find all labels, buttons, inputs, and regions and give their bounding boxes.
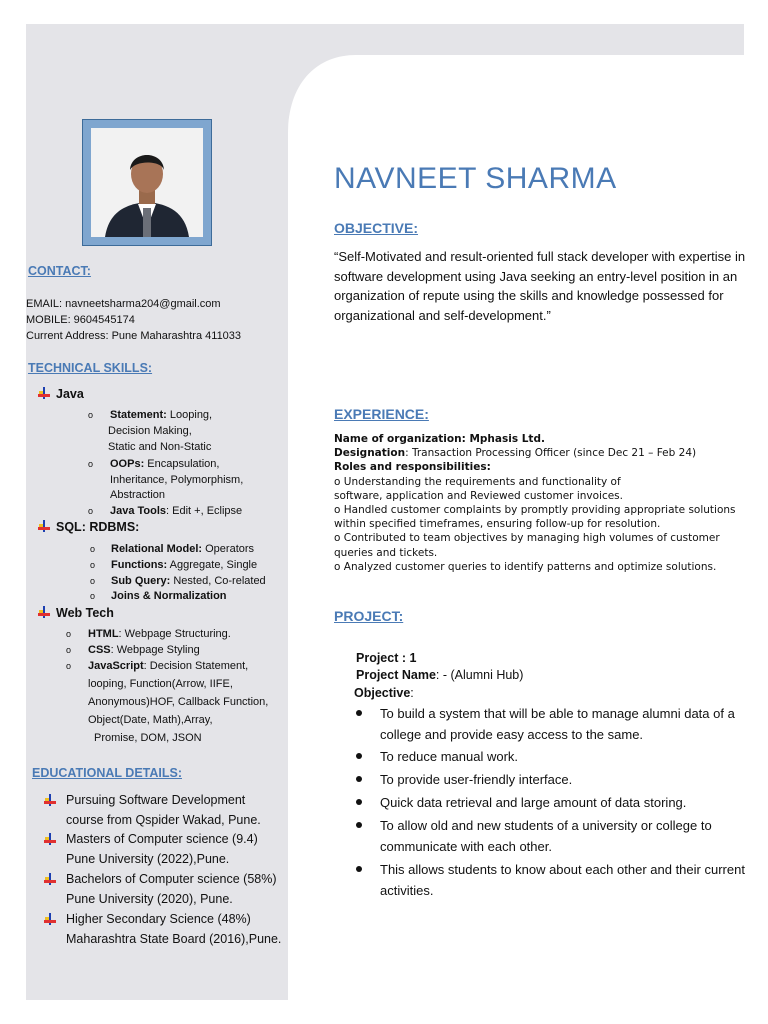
bullet-dot-icon	[356, 753, 362, 759]
web-css: o CSS: Webpage Styling	[66, 644, 200, 656]
skill-category-java	[38, 387, 84, 401]
experience-line: o Analyzed customer queries to identify patterns and optimize solutions.	[334, 560, 717, 573]
project-number: Project : 1	[356, 651, 417, 665]
bullet-dot-icon	[356, 822, 362, 828]
skill-category-web	[38, 606, 114, 620]
project-title: PROJECT:	[334, 608, 404, 624]
project-bullet	[356, 792, 756, 813]
contact-email: EMAIL: navneetsharma204@gmail.com	[26, 298, 221, 310]
experience-block	[334, 432, 754, 574]
web-js-4: Object(Date, Math),Array,	[88, 714, 213, 726]
project-bullet	[356, 859, 756, 901]
java-oops-2: Inheritance, Polymorphism,	[110, 474, 244, 486]
bullet-dot-icon	[356, 776, 362, 782]
experience-line: o Handled customer complaints by promptly providing appropriate solutions	[334, 504, 736, 517]
flag-bullet-icon	[38, 387, 50, 399]
project-bullet-text: Quick data retrieval and large amount of data storing.	[380, 795, 687, 810]
project-bullet	[356, 769, 756, 790]
education-item-line: Pune University (2022),Pune.	[66, 852, 230, 866]
experience-roles-label: Roles and responsibilities:	[334, 461, 491, 474]
sql-functions: o Functions: Aggregate, Single	[90, 559, 258, 571]
sql-joins: o Joins & Normalization	[90, 590, 227, 602]
experience-line: o Contributed to team objectives by managing high volumes of customer	[334, 532, 720, 545]
experience-org: Name of organization: Mphasis Ltd.	[334, 433, 545, 445]
experience-title: EXPERIENCE:	[334, 406, 429, 422]
project-bullet-text: To reduce manual work.	[380, 749, 519, 764]
experience-designation-label: Designation	[334, 447, 406, 460]
java-oops-3: Abstraction	[110, 489, 166, 501]
flag-bullet-icon	[44, 913, 56, 925]
java-statement-3: Static and Non-Static	[108, 441, 212, 453]
contact-address: Current Address: Pune Maharashtra 411033	[26, 330, 242, 342]
education-item-line: Maharashtra State Board (2016),Pune.	[66, 932, 282, 946]
objective-text: “Self-Motivated and result-oriented full stack developer with expertise in software development using Java seeking an entry-level position in an organization of repute using the skills and knowledge possessed for organizational and self-development.”	[334, 249, 746, 323]
skill-category-label: Web Tech	[56, 606, 114, 620]
experience-line: queries and tickets.	[334, 546, 438, 559]
education-item-line: Pursuing Software Development	[66, 793, 246, 807]
project-bullet	[356, 815, 756, 857]
education-item-line: Pune University (2020), Pune.	[66, 892, 233, 906]
java-statement-2: Decision Making,	[108, 425, 192, 437]
web-js: o JavaScript: Decision Statement,	[66, 660, 249, 672]
bullet-dot-icon	[356, 866, 362, 872]
skill-category-sql	[38, 520, 139, 534]
sql-subquery: o Sub Query: Nested, Co-related	[90, 575, 266, 587]
experience-line: o Understanding the requirements and functionality of	[334, 475, 621, 488]
bullet-dot-icon	[356, 799, 362, 805]
experience-lines	[334, 475, 754, 574]
education-title: EDUCATIONAL DETAILS:	[32, 766, 182, 780]
experience-line: software, application and Reviewed customer invoices.	[334, 489, 623, 502]
flag-bullet-icon	[44, 833, 56, 845]
profile-photo-frame	[82, 119, 212, 246]
project-bullet-text: To provide user-friendly interface.	[380, 772, 573, 787]
education-item-line: Masters of Computer science (9.4)	[66, 832, 258, 846]
profile-photo	[91, 128, 203, 237]
education-item-line: Higher Secondary Science (48%)	[66, 912, 251, 926]
flag-bullet-icon	[38, 520, 50, 532]
education-item-line: course from Qspider Wakad, Pune.	[66, 813, 261, 827]
education-item-line: Bachelors of Computer science (58%)	[66, 872, 277, 886]
flag-bullet-icon	[44, 873, 56, 885]
sql-relational: o Relational Model: Operators	[90, 543, 255, 555]
contact-title: CONTACT:	[28, 264, 91, 278]
project-bullet-text: To build a system that will be able to manage alumni data of a college and provide easy access to the same.	[380, 706, 735, 742]
web-js-3: Anonymous)HOF, Callback Function,	[88, 696, 269, 708]
java-tools: o Java Tools: Edit +, Eclipse	[88, 505, 243, 517]
skills-title: TECHNICAL SKILLS:	[28, 361, 153, 375]
objective-title: OBJECTIVE:	[334, 220, 419, 236]
project-objective-label: Objective:	[354, 686, 414, 700]
candidate-name: NAVNEET SHARMA	[334, 162, 617, 195]
bullet-dot-icon	[356, 710, 362, 716]
project-bullet	[356, 703, 756, 745]
project-bullet-text: To allow old and new students of a university or college to communicate with each other.	[380, 818, 712, 854]
web-html: o HTML: Webpage Structuring.	[66, 628, 231, 640]
contact-mobile: MOBILE: 9604545174	[26, 314, 135, 326]
flag-bullet-icon	[44, 794, 56, 806]
flag-bullet-icon	[38, 606, 50, 618]
experience-designation: : Transaction Processing Officer (since Dec 21 – Feb 24)	[405, 447, 697, 460]
skill-category-label: SQL: RDBMS:	[56, 520, 140, 534]
skill-category-label: Java	[56, 387, 84, 401]
web-js-5: Promise, DOM, JSON	[94, 732, 202, 744]
project-bullet	[356, 746, 756, 767]
java-oops: o OOPs: Encapsulation,	[88, 458, 220, 470]
project-bullet-text: This allows students to know about each other and their current activities.	[380, 862, 745, 898]
project-name: Project Name: - (Alumni Hub)	[356, 668, 524, 682]
java-statement: o Statement: Looping,	[88, 409, 213, 421]
experience-line: within specified timeframes, ensuring follow-up for resolution.	[334, 518, 661, 531]
web-js-2: looping, Function(Arrow, IIFE,	[88, 678, 233, 690]
